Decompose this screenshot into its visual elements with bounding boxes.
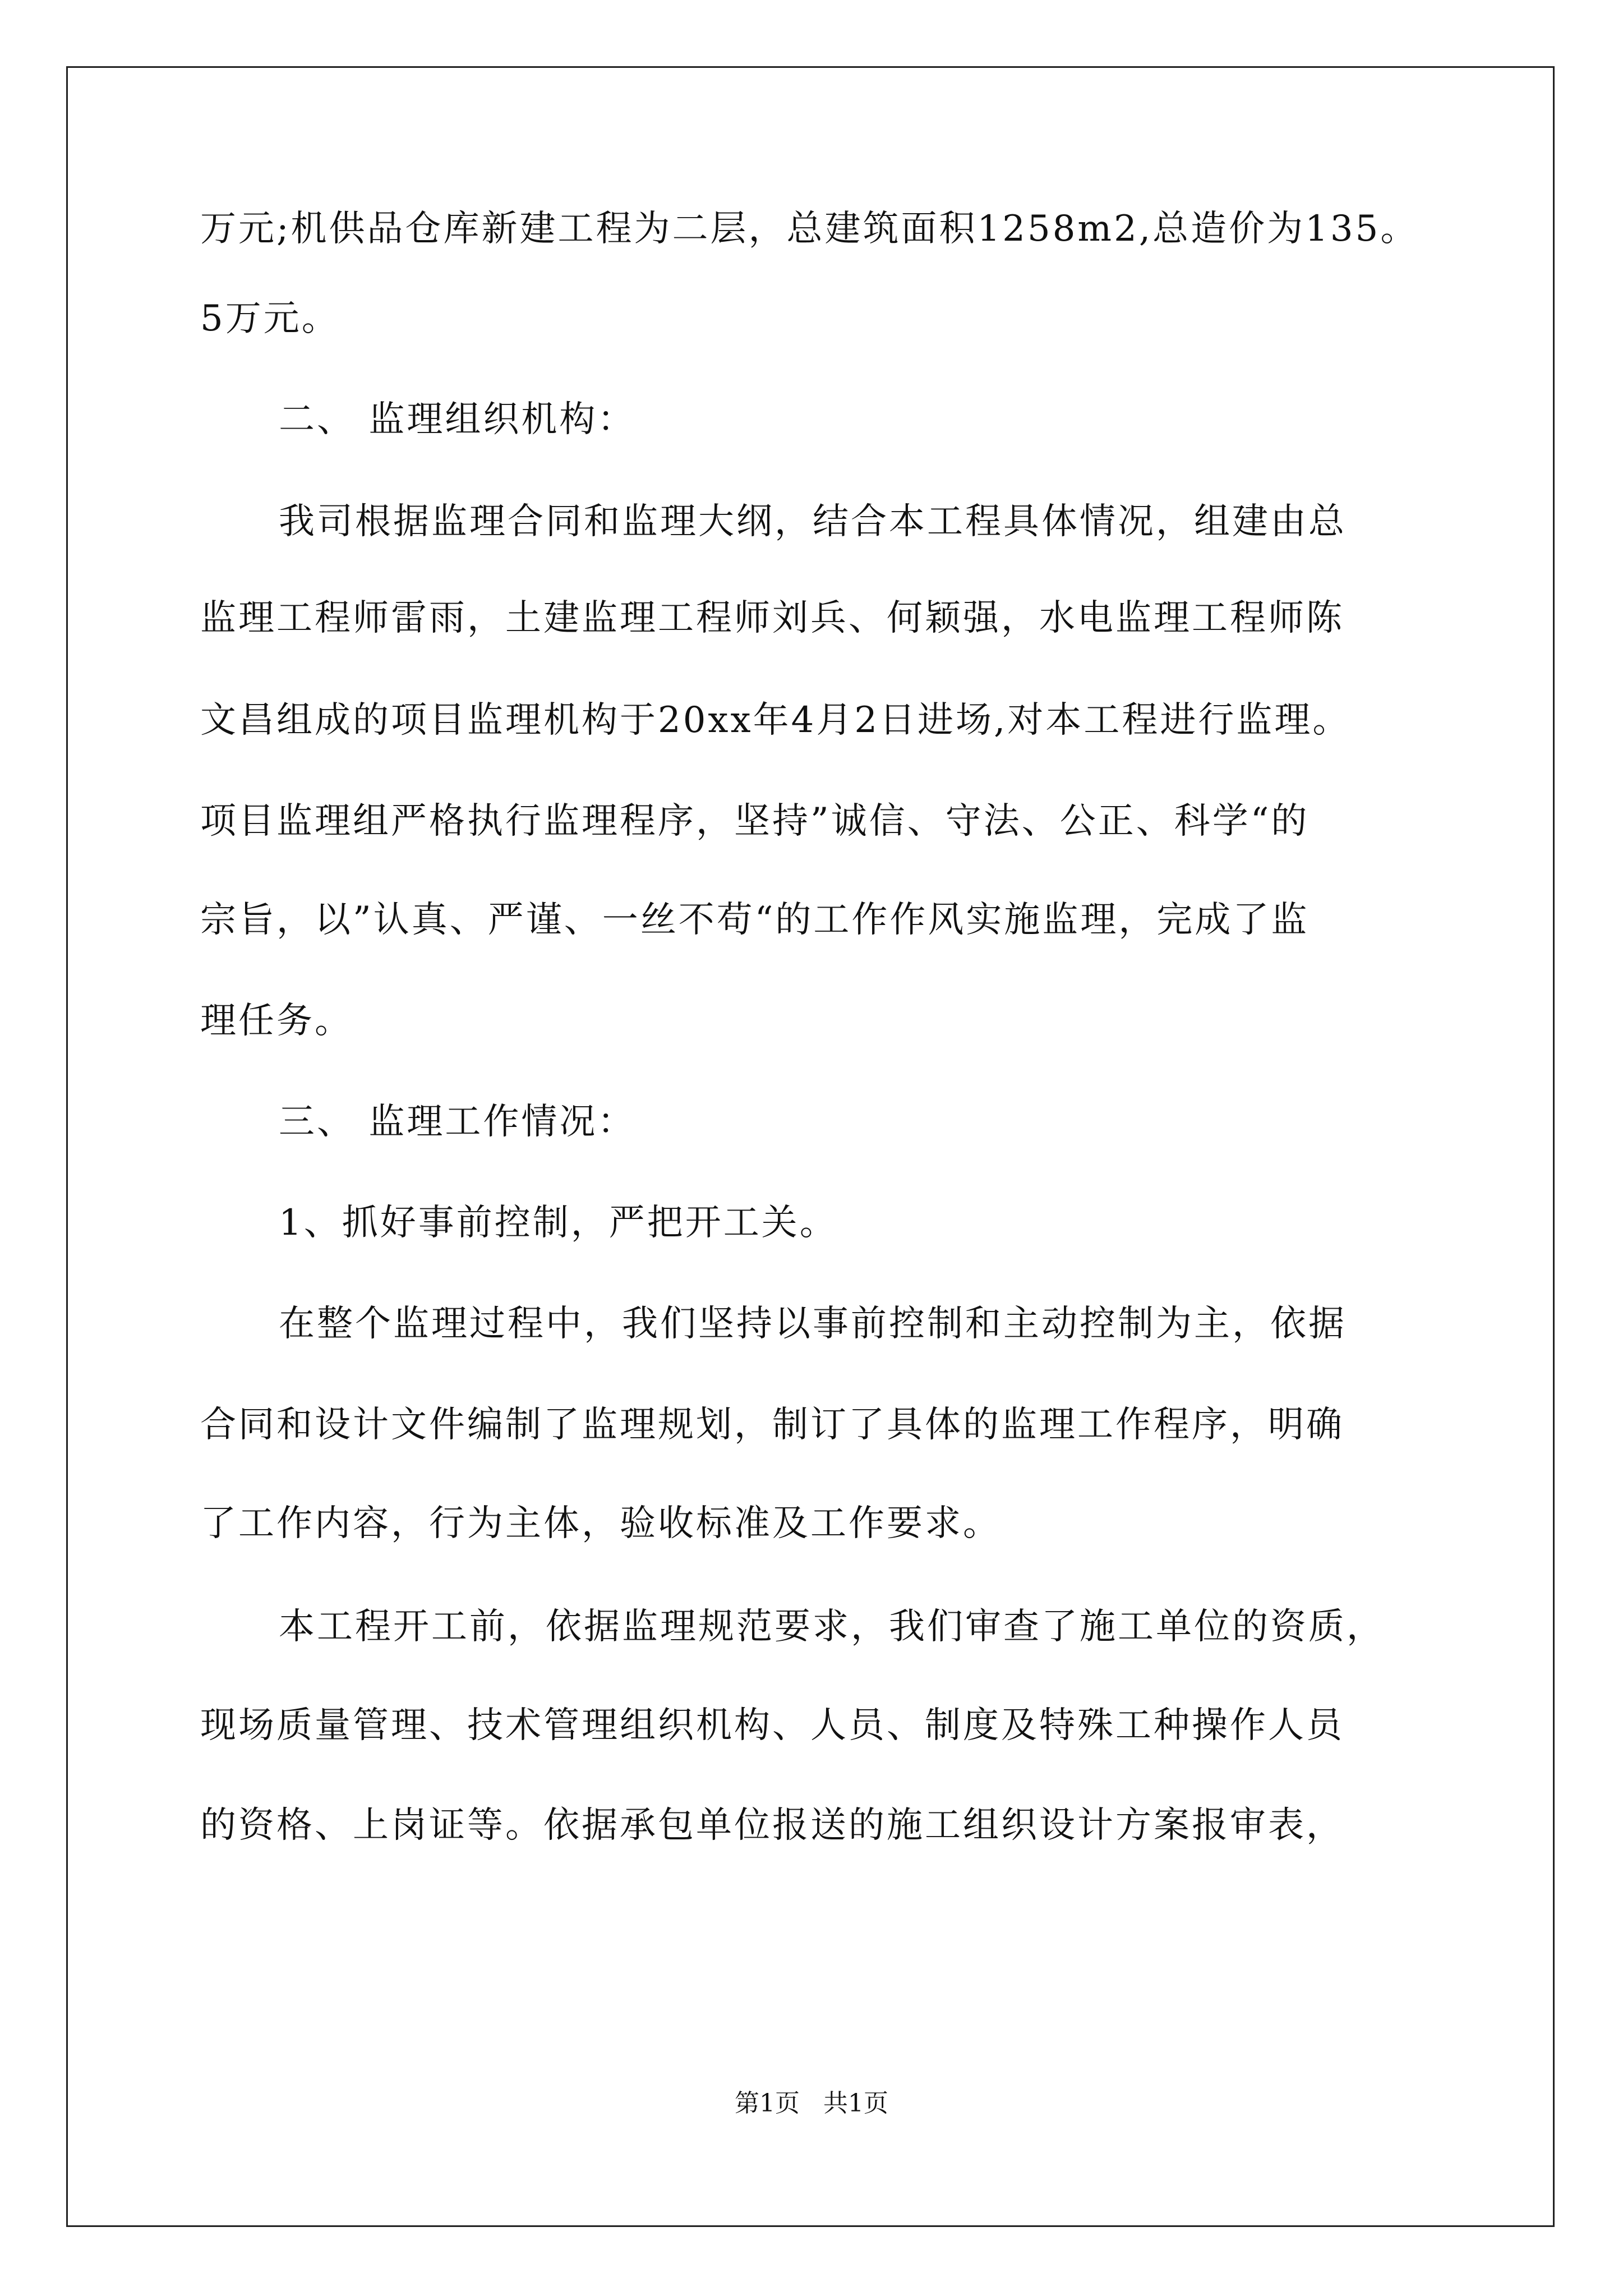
page-number: 第1页 共1页	[735, 2089, 888, 2118]
section-heading: 二、 监理组织机构：	[279, 399, 636, 440]
paragraph-line: 万元;机供品仓库新建工程为二层，总建筑面积1258m2,总造价为135。	[200, 208, 1419, 250]
paragraph-line: 监理工程师雷雨，土建监理工程师刘兵、何颖强，水电监理工程师陈	[200, 597, 1344, 639]
paragraph-line: 了工作内容，行为主体，验收标准及工作要求。	[200, 1503, 1001, 1544]
paragraph-line: 合同和设计文件编制了监理规划，制订了具体的监理工作程序，明确	[200, 1404, 1344, 1446]
paragraph-line: 我司根据监理合同和监理大纲，结合本工程具体情况，组建由总	[279, 501, 1347, 542]
paragraph-line: 理任务。	[200, 1000, 353, 1042]
section-heading: 三、 监理工作情况：	[279, 1101, 636, 1143]
paragraph-line: 现场质量管理、技术管理组织机构、人员、制度及特殊工种操作人员	[200, 1705, 1344, 1746]
paragraph-line: 在整个监理过程中，我们坚持以事前控制和主动控制为主，依据	[279, 1303, 1347, 1345]
paragraph-line: 宗旨，以”认真、严谨、一丝不苟“的工作作风实施监理，完成了监	[200, 899, 1310, 941]
paragraph-line: 的资格、上岗证等。依据承包单位报送的施工组织设计方案报审表，	[200, 1805, 1344, 1846]
paragraph-line: 5万元。	[200, 298, 340, 339]
sub-heading: 1、抓好事前控制，严把开工关。	[279, 1202, 838, 1244]
paragraph-line: 项目监理组严格执行监理程序，坚持”诚信、守法、公正、科学“的	[200, 800, 1310, 842]
page-border	[66, 66, 1555, 2227]
paragraph-line: 本工程开工前，依据监理规范要求，我们审查了施工单位的资质，	[279, 1606, 1385, 1648]
paragraph-line: 文昌组成的项目监理机构于20xx年4月2日进场,对本工程进行监理。	[200, 700, 1351, 741]
